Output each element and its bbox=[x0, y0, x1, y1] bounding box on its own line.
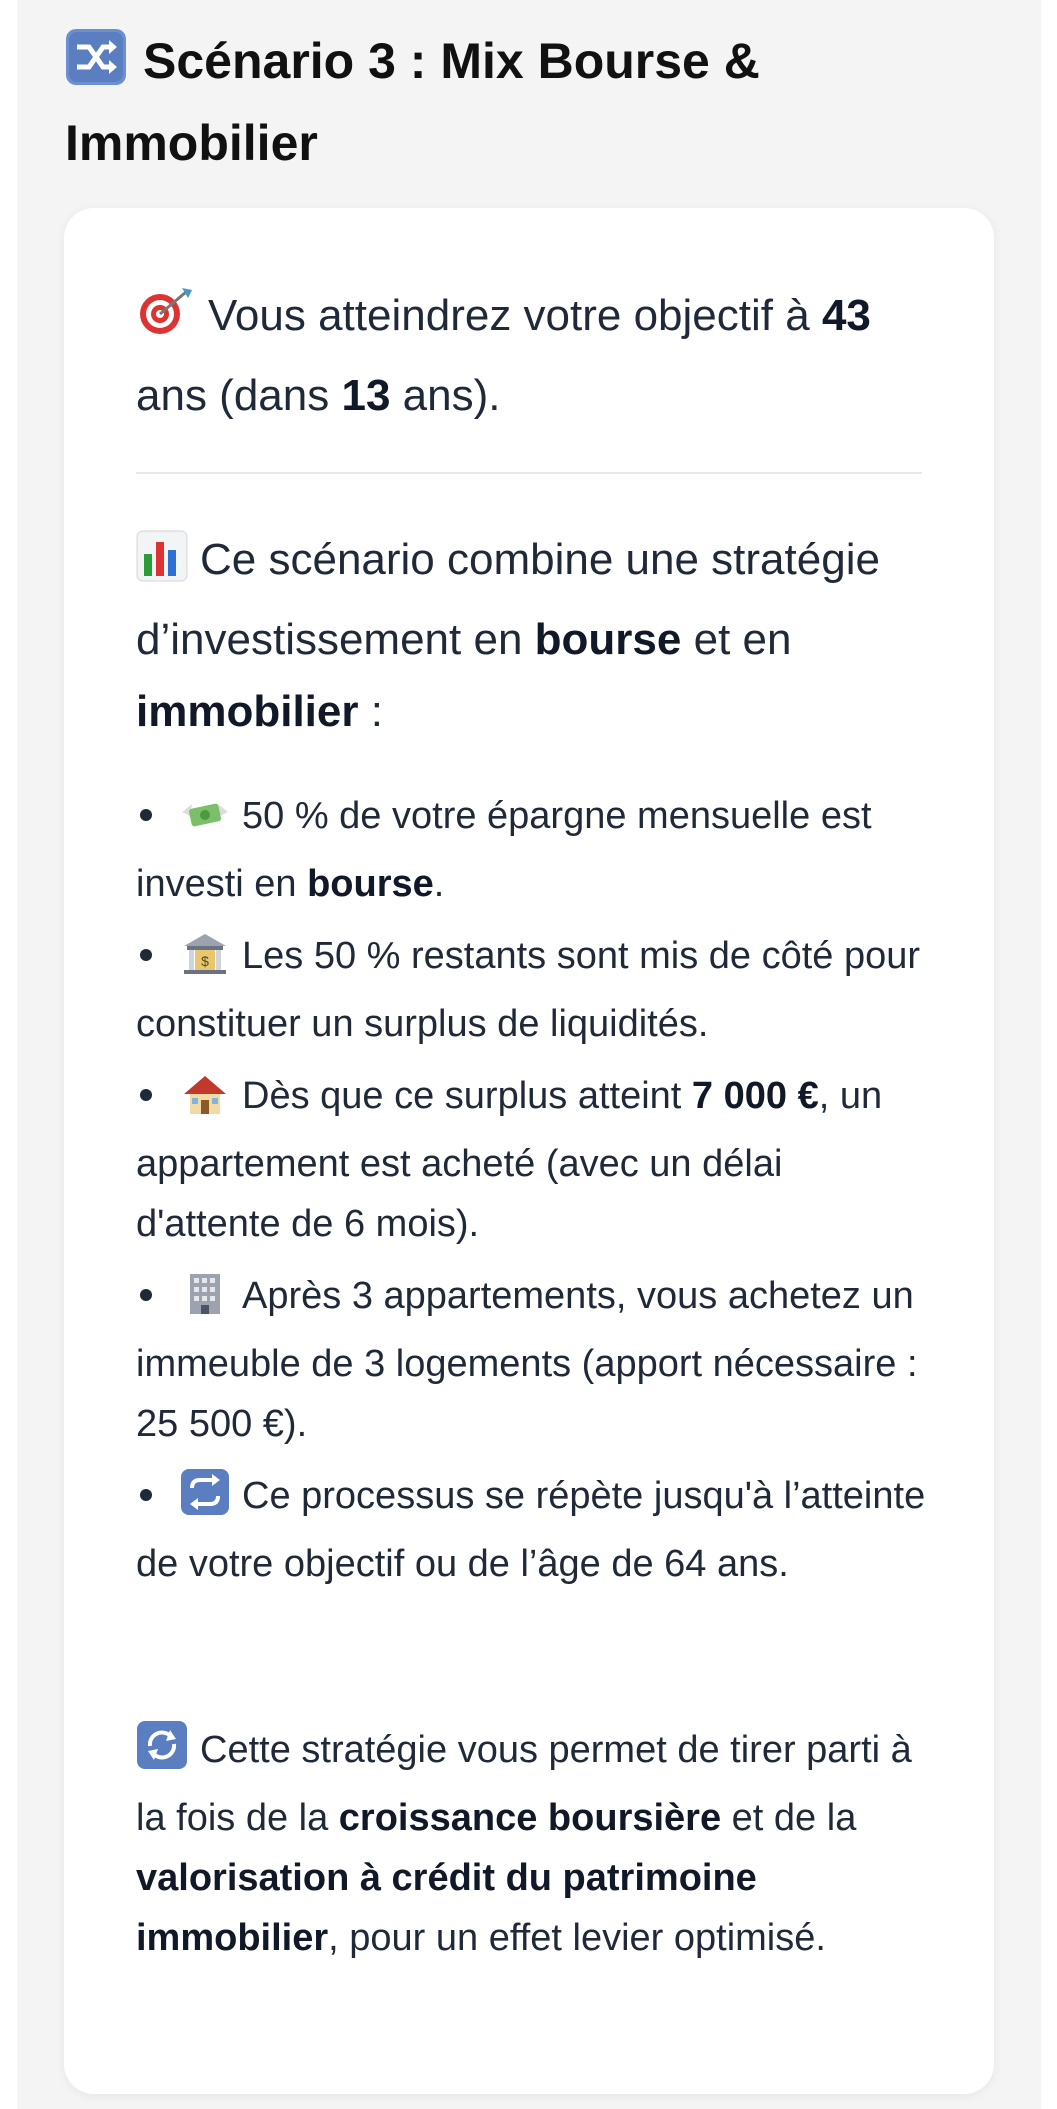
list-item bbox=[136, 1466, 926, 1594]
scenario-title: Scénario 3 : Mix Bourse & Immobilier bbox=[65, 33, 760, 171]
list-item bbox=[136, 926, 926, 1054]
item-text: Dès que ce surplus atteint bbox=[242, 1075, 692, 1117]
strategy-intro bbox=[136, 524, 922, 748]
bullet bbox=[140, 1089, 152, 1101]
page-right-gutter bbox=[1041, 0, 1057, 2109]
outro-middle: et de la bbox=[731, 1797, 857, 1839]
item-text: Ce processus se répète jusqu'à l’atteinte de votre objectif ou de l’âge de 64 ans. bbox=[136, 1475, 926, 1585]
item-text: 50 % de votre épargne mensuelle est investi en bbox=[136, 795, 872, 905]
bullet bbox=[140, 809, 152, 821]
list-item bbox=[136, 786, 926, 914]
item-text-end: , un appartement est acheté (avec un délai d'attente de 6 mois). bbox=[136, 1075, 883, 1245]
bullet bbox=[140, 949, 152, 961]
item-text: Après 3 appartements, vous achetez un immeuble de 3 logements (apport nécessaire : 25 500 €). bbox=[136, 1275, 918, 1445]
office-building-icon bbox=[180, 1272, 230, 1334]
outro-bold-valorisation: valorisation à crédit du patrimoine immobilier bbox=[136, 1857, 757, 1959]
svg-text:$: $ bbox=[201, 953, 209, 969]
list-item bbox=[136, 1266, 926, 1454]
bullet bbox=[140, 1289, 152, 1301]
item-bold: 7 000 € bbox=[691, 1075, 819, 1117]
item-text: Les 50 % restants sont mis de côté pour constituer un surplus de liquidités. bbox=[136, 935, 921, 1045]
outro-prefix: Cette stratégie vous permet de tirer parti à la fois de la bbox=[136, 1729, 912, 1839]
outro-suffix: , pour un effet levier optimisé. bbox=[328, 1917, 826, 1959]
goal-years: 13 bbox=[341, 371, 391, 420]
item-text-end: . bbox=[433, 863, 445, 905]
intro-bold-immobilier: immobilier bbox=[136, 687, 359, 736]
bullet bbox=[140, 1489, 152, 1501]
goal-suffix: ans). bbox=[402, 371, 501, 420]
strategy-conclusion bbox=[136, 1720, 922, 1968]
divider bbox=[136, 472, 922, 474]
bar-chart-icon bbox=[136, 530, 188, 604]
money-wings-icon bbox=[180, 792, 230, 854]
outro-bold-croissance: croissance boursière bbox=[338, 1797, 722, 1839]
repeat-icon bbox=[180, 1468, 230, 1534]
goal-prefix: Vous atteindrez votre objectif à bbox=[208, 291, 810, 340]
goal-age: 43 bbox=[821, 291, 871, 340]
shuffle-icon bbox=[65, 28, 127, 86]
strategy-steps-list bbox=[136, 786, 926, 1606]
bank-icon bbox=[180, 932, 230, 994]
scenario-heading bbox=[65, 20, 965, 184]
intro-suffix: : bbox=[370, 687, 383, 736]
refresh-icon bbox=[136, 1720, 188, 1788]
house-icon bbox=[180, 1072, 230, 1134]
target-icon bbox=[136, 286, 196, 360]
goal-summary bbox=[136, 280, 922, 432]
intro-prefix: Ce scénario combine une stratégie d’investissement en bbox=[136, 535, 880, 664]
page-left-gutter bbox=[0, 0, 17, 2109]
goal-middle: ans (dans bbox=[136, 371, 330, 420]
intro-middle: et en bbox=[693, 615, 792, 664]
intro-bold-bourse: bourse bbox=[534, 615, 682, 664]
item-bold: bourse bbox=[307, 863, 434, 905]
list-item bbox=[136, 1066, 926, 1254]
